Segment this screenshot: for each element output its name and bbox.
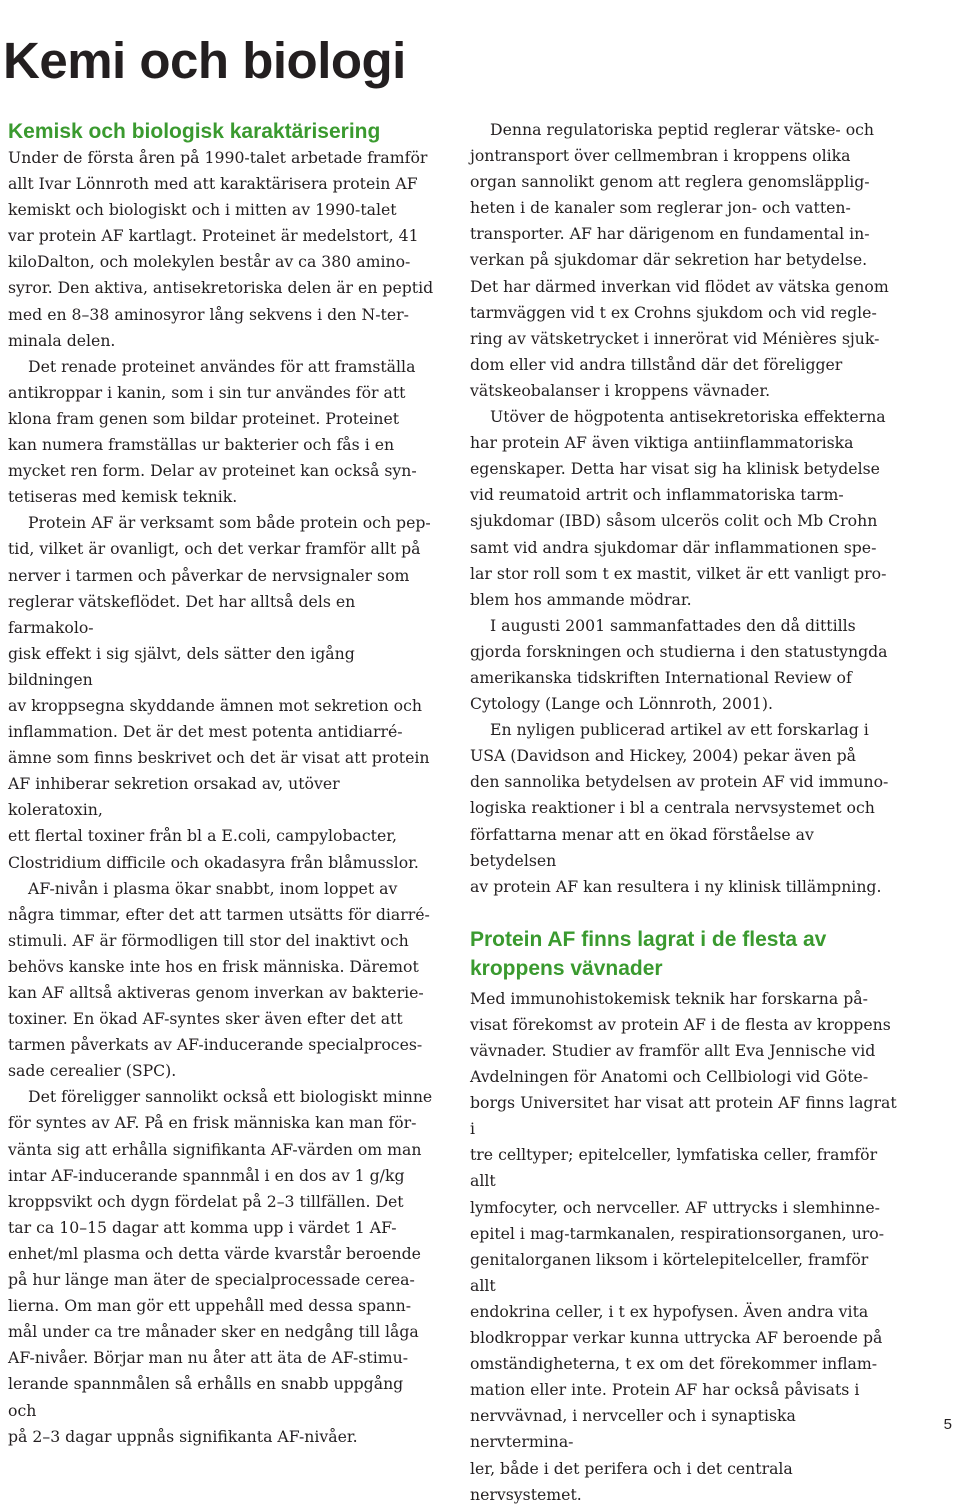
paragraph: AF-nivån i plasma ökar snabbt, inom loppet av några timmar, efter det att tarmen utsätts för diarré- stimuli. AF är förmodligen till stor del inaktivt och behövs kanske inte hos en frisk människa. Däremot kan AF alltså aktiveras genom inverkan av bakterie- toxiner. En ökad AF-syntes sker även efter det att tarmen påverkats av AF-inducerande specialproces- sade cerealier (SPC). [8,878,430,1081]
left-column [8,117,436,1450]
right-column [470,117,898,1508]
paragraph: En nyligen publicerad artikel av ett forskarlag i USA (Davidson and Hickey, 2004) pekar även på den sannolika betydelsen av protein AF vid immuno- logiska reaktioner i bl a centrala nervsystemet och författarna menar att en ökad förståelse av betydelsen av protein AF kan resultera i ny klinisk tillämpning. [470,720,889,896]
paragraph: Denna regulatoriska peptid reglerar vätske- och jontransport över cellmembran i kroppens olika organ sannolikt genom att reglera genomsläpplig- heten i de kanaler som reglerar jon- och vatten- transporter. AF har därigenom en fundamental in- verkan på sjukdomar där sekretion har betydelse. Det har därmed inverkan vid flödet av vätska genom tarmväggen vid t ex Crohns sjukdom och vid regle- ring av vätsketrycket i innerörat vid Ménières sjuk- dom eller vid andra tillstånd där det föreligger vätskeobalanser i kroppens vävnader. [470,120,889,400]
paragraph: Under de första åren på 1990-talet arbetade framför allt Ivar Lönnroth med att karaktärisera protein AF kemiskt och biologiskt och i mitten av 1990-talet var protein AF kartlagt. Proteinet är medelstort, 41 kiloDalton, och molekylen består av ca 380 amino- syror. Den aktiva, antisekretoriska delen är en peptid med en 8–38 aminosyror lång sekvens i den N-ter- minala delen. [8,148,434,350]
paragraph: Det renade proteinet användes för att framställa antikroppar i kanin, som i sin tur användes för att klona fram genen som bildar proteinet. Proteinet kan numera framställas ur bakterier och fås i en mycket ren form. Delar av proteinet kan också syn- tetiseras med kemisk teknik. [8,356,417,507]
section-heading-tissue-storage: Protein AF finns lagrat i de flesta av kroppens vävnader [470,927,827,980]
paragraph: Det föreligger sannolikt också ett biologiskt minne för syntes av AF. På en frisk människa kan man för- vänta sig att erhålla signifikanta AF-värden om man intar AF-inducerande spannmål i en dos av 1 g/kg kroppsvikt och dygn fördelat på 2–3 tillfällen. Det tar ca 10–15 dagar att komma upp i värdet 1 AF- enhet/ml plasma och detta värde kvarstår beroende på hur länge man äter de specialprocessade cerea- lierna. Om man gör ett uppehåll med dessa spann- mål under ca tre månader sker en nedgång till låga AF-nivåer. Börjar man nu åter att äta de AF-stimu- lerande spannmålen så erhålls en snabb uppgång och på 2–3 dagar uppnås signifikanta AF-nivåer. [8,1087,433,1446]
paragraph: Utöver de högpotenta antisekretoriska effekterna har protein AF även viktiga antiinflammatoriska egenskaper. Detta har visat sig ha klinisk betydelse vid reumatoid artrit och inflammatoriska tarm- sjukdomar (IBD) såsom ulcerös colit och Mb Crohn samt vid andra sjukdomar där inflammationen spe- lar stor roll som t ex mastit, vilket är ett vanligt pro- blem hos ammande mödrar. [470,407,887,609]
section-heading-characterization: Kemisk och biologisk karaktärisering [8,120,381,143]
paragraph: Protein AF är verksamt som både protein och pep- tid, vilket är ovanligt, och det verkar framför allt på nerver i tarmen och påverkar de nervsignaler som reglerar vätskeflödet. Det har alltså dels en farmakolo- gisk effekt i sig självt, dels sätter den igång bildningen av kroppsegna skyddande ämnen mot sekretion och inflammation. Det är det mest potenta antidiarré- ämne som finns beskrivet och det är visat att protein AF inhiberar sekretion orsakad av, utöver koleratoxin, ett flertal toxiner från bl a E.coli, campylobacter, Clostridium difficile och okadasyra från blåmusslor. [8,513,431,872]
page-title: Kemi och biologi [3,32,406,90]
paragraph: I augusti 2001 sammanfattades den då dittills gjorda forskningen och studierna i den statustyngda amerikanska tidskriften International Review of Cytology (Lange och Lönnroth, 2001). [470,615,888,714]
paragraph: Med immunohistokemisk teknik har forskarna på- visat förekomst av protein AF i de flesta av kroppens vävnader. Studier av framför allt Eva Jennische vid Avdelningen för Anatomi och Cellbiologi vid Göte- borgs Universitet har visat att protein AF finns lagrat i tre celltyper; epitelceller, lymfatiska celler, framför allt lymfocyter, och nervceller. AF uttrycks i slemhinne- epitel i mag-tarmkanalen, respirationsorganen, uro- genitalorganen liksom i körtelepitelceller, framför allt endokrina celler, i t ex hypofysen. Även andra vita blodkroppar verkar kunna uttrycka AF beroende på omständigheterna, t ex om det förekommer inflam- mation eller inte. Protein AF har också påvisats i nervvävnad, i nervceller och i synaptiska nervtermina- ler, både i det perifera och i det centrala nervsystemet. [470,988,897,1504]
page-number: 5 [943,1416,952,1433]
